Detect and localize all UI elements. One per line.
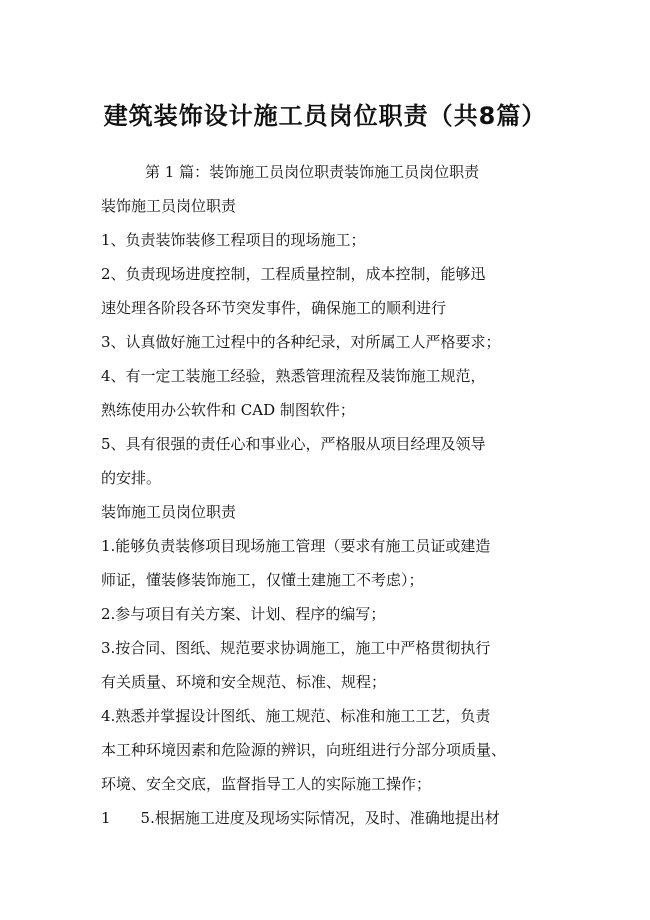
paragraph-line: 3.按合同、图纸、规范要求协调施工，施工中严格贯彻执行 [101,639,491,657]
paragraph-line: 装饰施工员岗位职责 [101,197,237,215]
line-number-prefix: 1 [101,809,111,827]
paragraph-line: 环境、安全交底，监督指导工人的实际施工操作； [101,775,432,793]
paragraph-line: 熟练使用办公软件和 CAD 制图软件； [101,401,355,419]
paragraph-line: 5、具有很强的责任心和事业心，严格服从项目经理及领导 [101,435,486,453]
paragraph-line: 3、认真做好施工过程中的各种纪录，对所属工人严格要求； [101,333,501,351]
paragraph-line-text: 5.根据施工进度及现场实际情况，及时、准确地提出材 [140,809,500,827]
paragraph-line: 速处理各阶段各环节突发事件，确保施工的顺利进行 [101,299,447,317]
paragraph-line: 装饰施工员岗位职责 [101,503,237,521]
document-body [101,155,561,835]
paragraph-line: 1、负责装饰装修工程项目的现场施工； [101,231,366,249]
paragraph-line: 本工种环境因素和危险源的辨识，向班组进行分部分项质量、 [101,741,507,759]
paragraph-line-last [101,801,561,835]
paragraph-line: 的安排。 [101,469,162,487]
paragraph-line: 有关质量、环境和安全规范、标准、规程； [101,673,387,691]
paragraph-line: 2.参与项目有关方案、计划、程序的编写； [101,605,386,623]
paragraph-line: 师证，懂装修装饰施工，仅懂土建施工不考虑）； [101,571,424,589]
document-title: 建筑装饰设计施工员岗位职责（共8篇） [103,102,547,130]
paragraph-line: 4、有一定工装施工经验，熟悉管理流程及装饰施工规范， [101,367,486,385]
paragraph-line: 2、负责现场进度控制，工程质量控制，成本控制，能够迅 [101,265,486,283]
paragraph-line: 1.能够负责装修项目现场施工管理（要求有施工员证或建造 [101,537,491,555]
section-heading-line: 第 1 篇：装饰施工员岗位职责装饰施工员岗位职责 [145,163,480,181]
paragraph-line: 4.熟悉并掌握设计图纸、施工规范、标准和施工工艺，负责 [101,707,491,725]
